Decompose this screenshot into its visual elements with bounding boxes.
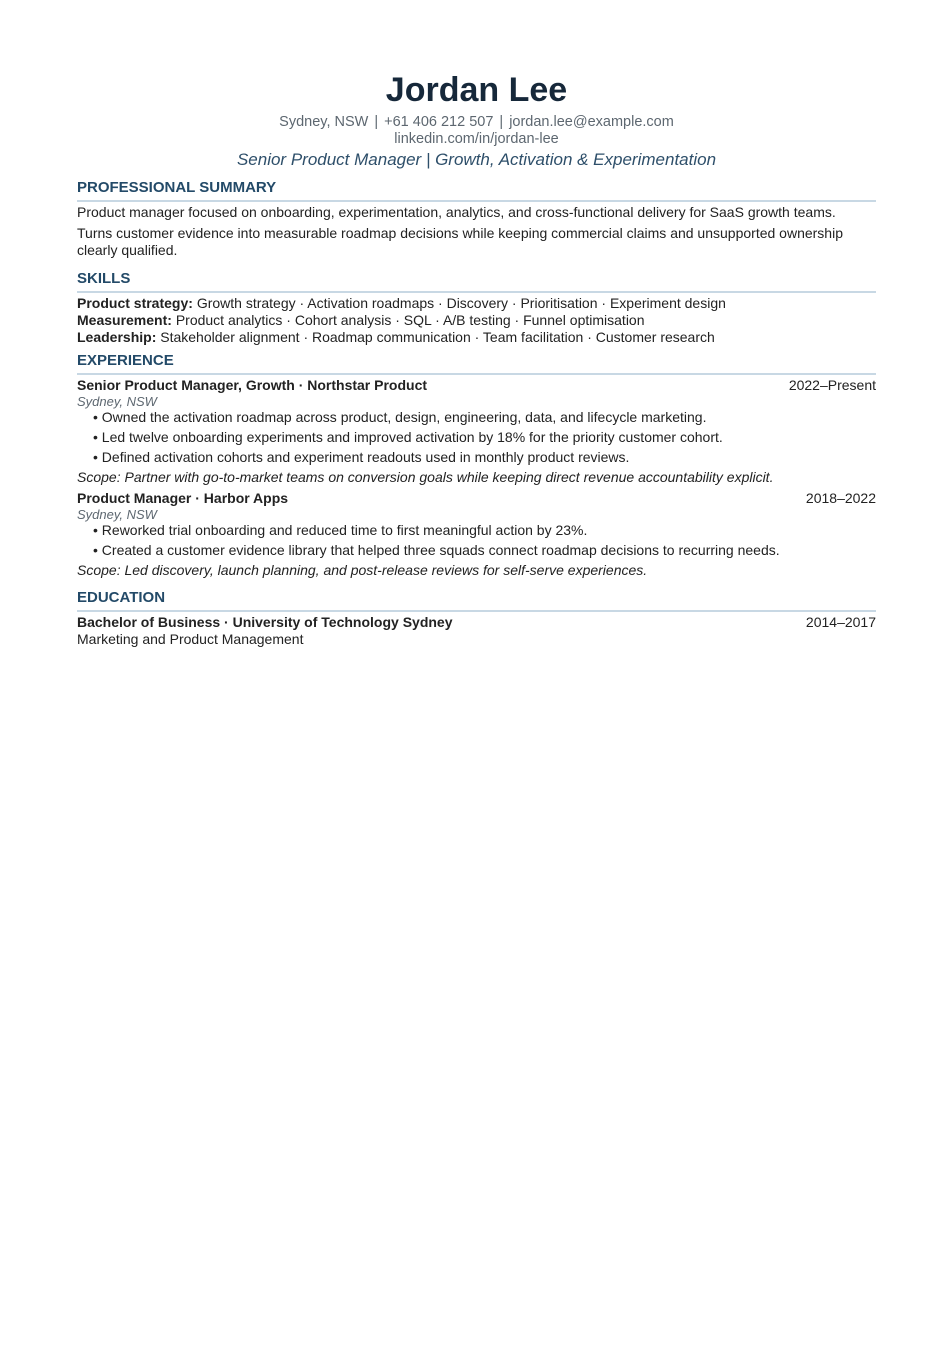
professional-headline: Senior Product Manager | Growth, Activation & Experimentation bbox=[236, 150, 717, 169]
job-dates: 2022–Present bbox=[788, 377, 876, 393]
education-field: Marketing and Product Management bbox=[77, 631, 304, 647]
summary-paragraph: Product manager focused on onboarding, experimentation, analytics, and cross-functional delivery for SaaS growth teams. bbox=[77, 204, 836, 220]
skills-value: Stakeholder alignment · Roadmap communication · Team facilitation · Customer research bbox=[160, 329, 715, 345]
skills-label: Leadership: bbox=[77, 329, 157, 345]
section-title-summary: PROFESSIONAL SUMMARY bbox=[77, 179, 876, 202]
summary-paragraph: Turns customer evidence into measurable roadmap decisions while keeping commercial claims and unsupported ownership clearly qualified. bbox=[77, 225, 843, 258]
section-title-skills: SKILLS bbox=[77, 270, 876, 293]
skills-label: Measurement: bbox=[77, 312, 172, 328]
skills-value: Growth strategy · Activation roadmaps · Discovery · Prioritisation · Experiment design bbox=[196, 295, 726, 311]
job-bullet: • Led twelve onboarding experiments and improved activation by 18% for the priority customer cohort. bbox=[93, 429, 723, 445]
skills-row bbox=[77, 329, 876, 346]
contact-separator: | bbox=[499, 114, 504, 130]
job-bullet: • Owned the activation roadmap across product, design, engineering, data, and lifecycle marketing. bbox=[93, 409, 707, 425]
contact-separator: | bbox=[374, 114, 379, 130]
skills-row bbox=[77, 312, 876, 329]
candidate-name: Jordan Lee bbox=[385, 71, 568, 109]
job-bullet: • Created a customer evidence library that helped three squads connect roadmap decisions to recurring needs. bbox=[93, 542, 780, 558]
skills-row bbox=[77, 295, 876, 312]
section-title-experience: EXPERIENCE bbox=[77, 352, 876, 375]
contact-line bbox=[77, 114, 876, 131]
contact-linkedin[interactable]: linkedin.com/in/jordan-lee bbox=[394, 131, 559, 147]
education-dates: 2014–2017 bbox=[805, 614, 876, 630]
job-location: Sydney, NSW bbox=[77, 507, 157, 522]
skills-label: Product strategy: bbox=[77, 295, 193, 311]
job-location: Sydney, NSW bbox=[77, 394, 157, 409]
section-title-education: EDUCATION bbox=[77, 589, 876, 612]
skills-value: Product analytics · Cohort analysis · SQL · A/B testing · Funnel optimisation bbox=[175, 312, 645, 328]
job-bullet: • Defined activation cohorts and experiment readouts used in monthly product reviews. bbox=[93, 449, 630, 465]
job-title: Product Manager · Harbor Apps bbox=[77, 490, 289, 506]
job-scope: Scope: Led discovery, launch planning, and post-release reviews for self-serve experiences. bbox=[77, 562, 648, 578]
job-dates: 2018–2022 bbox=[805, 490, 876, 506]
job-bullet: • Reworked trial onboarding and reduced time to first meaningful action by 23%. bbox=[93, 522, 588, 538]
education-degree: Bachelor of Business · University of Technology Sydney bbox=[77, 614, 453, 630]
contact-phone: +61 406 212 507 bbox=[384, 114, 494, 130]
job-title: Senior Product Manager, Growth · Northstar Product bbox=[77, 377, 428, 393]
contact-location: Sydney, NSW bbox=[279, 114, 369, 130]
job-scope: Scope: Partner with go-to-market teams on conversion goals while keeping direct revenue accountability explicit. bbox=[77, 469, 774, 485]
contact-email[interactable]: jordan.lee@example.com bbox=[509, 114, 674, 130]
